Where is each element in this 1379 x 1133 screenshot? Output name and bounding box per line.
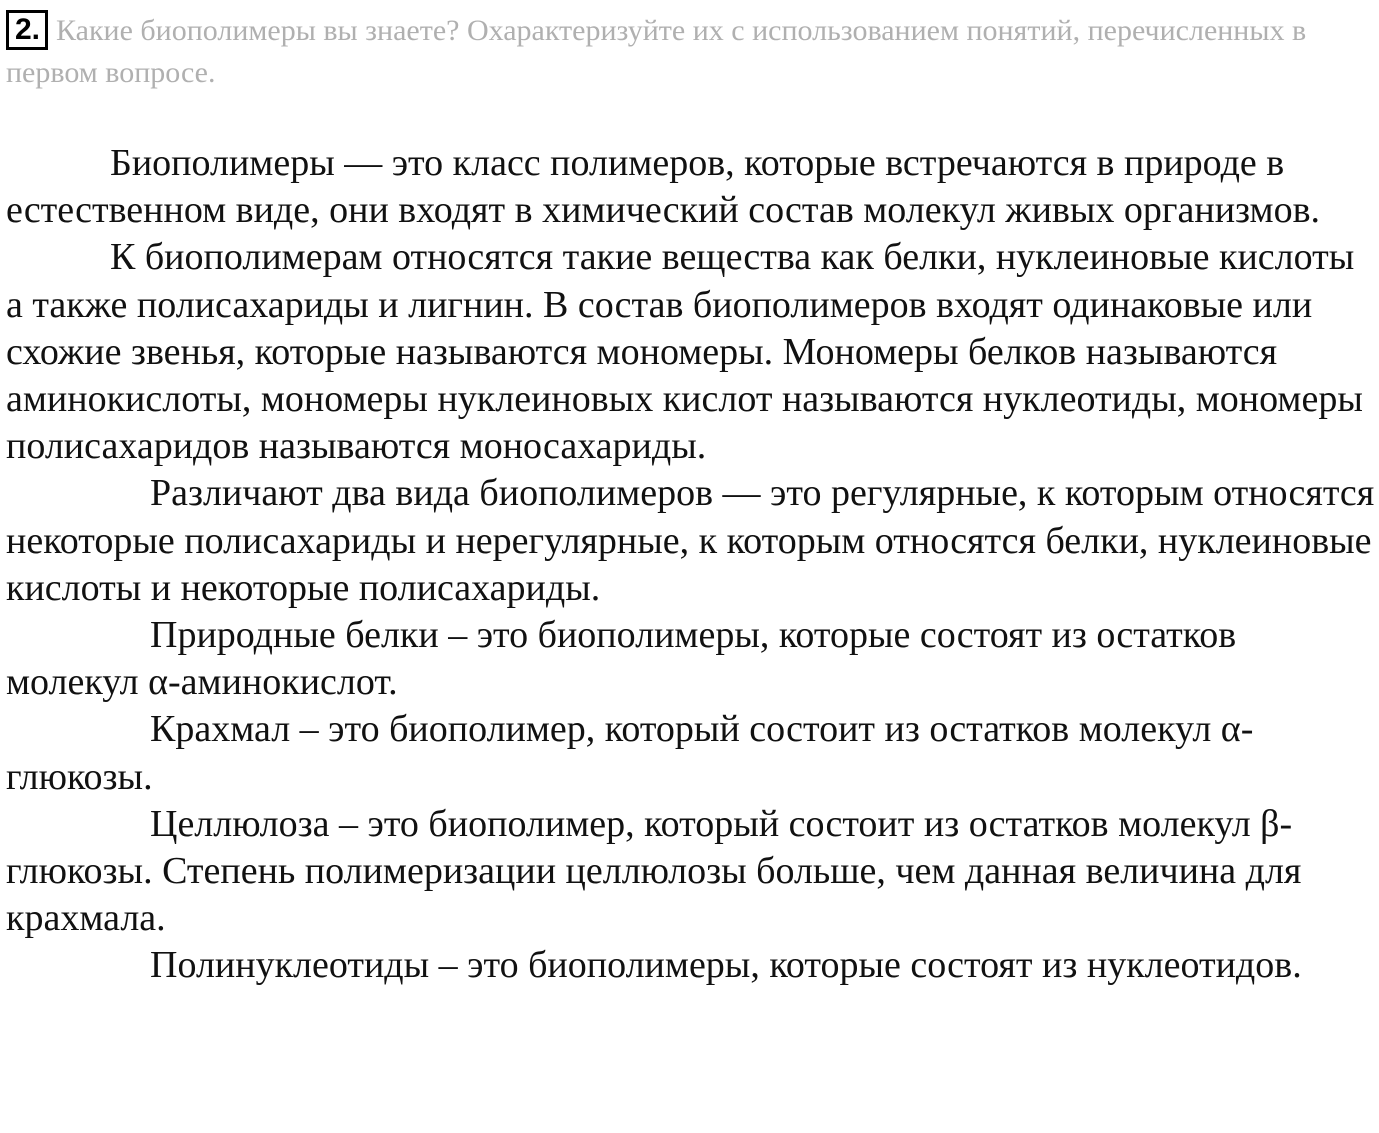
answer-paragraph-starch: Крахмал – это биополимер, который состоит из остатков молекул α-глюкозы.	[6, 708, 1254, 798]
question-text: Какие биополимеры вы знаете? Охарактеризуйте их с использованием понятий, перечисленных в первом вопросе.	[6, 14, 1307, 89]
answer-paragraph-proteins: Природные белки – это биополимеры, которые состоят из остатков молекул α-аминокислот.	[6, 614, 1237, 704]
question-number: 2.	[6, 10, 48, 50]
question-block	[6, 10, 1376, 94]
answer-paragraph-cellulose: Целлюлоза – это биополимер, который состоит из остатков молекул β-глюкозы. Степень полимеризации целлюлозы больше, чем данная величина для крахмала.	[6, 802, 1302, 940]
answer-paragraph-polynucleotides: Полинуклеотиды – это биополимеры, которые состоят из нуклеотидов.	[150, 944, 1302, 987]
answer-paragraph-monomers: К биополимерам относятся такие вещества как белки, нуклеиновые кислоты а также полисахариды и лигнин. В состав биополимеров входят одинаковые или схожие звенья, которые называются мономеры. Мономеры белков называются аминокислоты, мономеры нуклеиновых кислот называются нуклеотиды, мономеры полисахаридов называются моносахариды.	[6, 236, 1363, 468]
answer-paragraph-types: Различают два вида биополимеров — это регулярные, к которым относятся некоторые полисахариды и нерегулярные, к которым относятся белки, нуклеиновые кислоты и некоторые полисахариды.	[6, 472, 1375, 609]
answer-paragraph-definition: Биополимеры — это класс полимеров, которые встречаются в природе в естественном виде, они входят в химический состав молекул живых организмов.	[6, 142, 1321, 232]
answer-block	[6, 140, 1378, 990]
